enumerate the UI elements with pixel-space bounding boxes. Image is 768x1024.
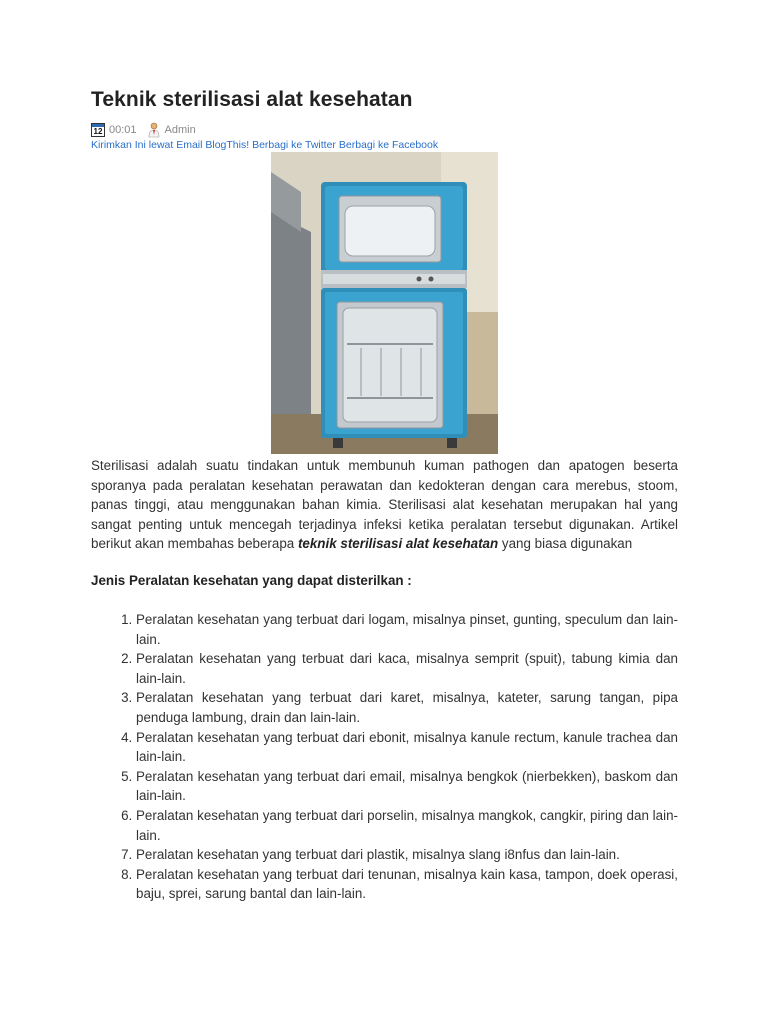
list-item: 5. Peralatan kesehatan yang terbuat dari email, misalnya bengkok (nierbekken), baskom dan lain-lain. (136, 767, 678, 806)
list-item: 1. Peralatan kesehatan yang terbuat dari logam, misalnya pinset, gunting, speculum dan lain-lain. (136, 610, 678, 649)
post-author[interactable]: Admin (164, 124, 196, 136)
list-item: 7. Peralatan kesehatan yang terbuat dari plastik, misalnya slang i8nfus dan lain-lain. (136, 845, 678, 865)
user-icon (147, 122, 161, 138)
share-twitter-link[interactable]: Berbagi ke Twitter (252, 139, 336, 151)
list-item: 3. Peralatan kesehatan yang terbuat dari karet, misalnya, kateter, sarung tangan, pipa penduga lambung, drain dan lain-lain. (136, 688, 678, 727)
list-item: 8. Peralatan kesehatan yang terbuat dari tenunan, misalnya kain kasa, tampon, doek operasi, baju, sprei, sarung bantal dan lain-lain. (136, 865, 678, 904)
post-time: 00:01 (109, 124, 137, 136)
equipment-list (91, 610, 678, 904)
share-blogthis-link[interactable]: BlogThis! (205, 139, 250, 151)
share-links (91, 139, 438, 151)
section-heading: Jenis Peralatan kesehatan yang dapat disterilkan : (91, 573, 412, 588)
calendar-icon: 12 (91, 123, 105, 137)
share-facebook-link[interactable]: Berbagi ke Facebook (338, 139, 439, 151)
intro-paragraph: Sterilisasi adalah suatu tindakan untuk membunuh kuman pathogen dan apatogen beserta sporanya pada peralatan kesehatan perawatan dan kedokteran dengan cara merebus, stoom, panas tinggi, atau menggunakan bahan kimia. Sterilisasi alat kesehatan merupakan hal yang sangat penting untuk mencegah terjadinya infeksi ketika peralatan tersebut digunakan. Artikel berikut akan membahas beberapa teknik sterilisasi alat kesehatan yang biasa digunakan (91, 458, 678, 552)
sterilizer-cabinet-photo (271, 152, 498, 454)
list-item: 6. Peralatan kesehatan yang terbuat dari porselin, misalnya mangkok, cangkir, piring dan lain-lain. (136, 806, 678, 845)
post-meta (91, 122, 196, 138)
article-title: Teknik sterilisasi alat kesehatan (91, 88, 413, 111)
list-item: 2. Peralatan kesehatan yang terbuat dari kaca, misalnya semprit (spuit), tabung kimia dan lain-lain. (136, 649, 678, 688)
list-item: 4. Peralatan kesehatan yang terbuat dari ebonit, misalnya kanule rectum, kanule trachea dan lain-lain. (136, 728, 678, 767)
intro-emphasis: teknik sterilisasi alat kesehatan (297, 536, 499, 552)
share-email-link[interactable]: Kirimkan Ini lewat Email (91, 139, 203, 151)
